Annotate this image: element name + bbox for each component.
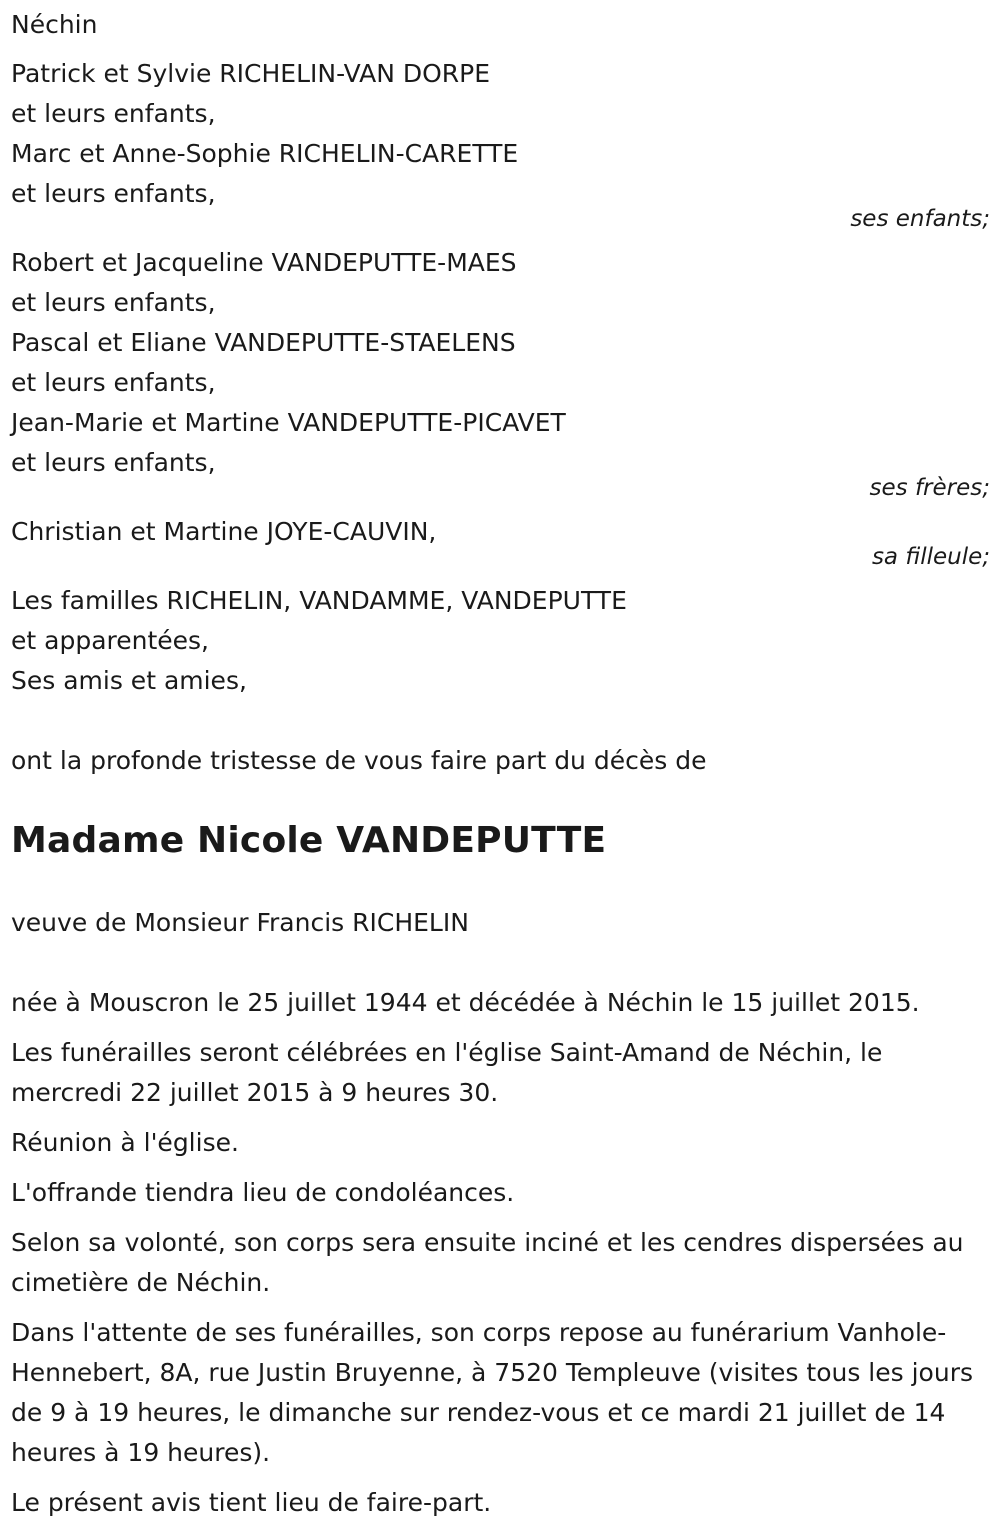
goddaughter-line: Christian et Martine JOYE-CAUVIN, — [11, 517, 437, 546]
families-line: Les familles RICHELIN, VANDAMME, VANDEPUTTE — [11, 586, 627, 615]
children-line: et leurs enfants, — [11, 99, 216, 128]
brothers-line: et leurs enfants, — [11, 368, 216, 397]
goddaughter-role: sa filleule; — [871, 544, 990, 570]
cremation-note: Selon sa volonté, son corps sera ensuite inciné et les cendres dispersées au cimetière de Néchin. — [11, 1228, 964, 1297]
brothers-block — [11, 243, 990, 501]
announcement-text: ont la profonde tristesse de vous faire part du décès de — [11, 746, 707, 775]
brothers-line: et leurs enfants, — [11, 288, 216, 317]
children-block — [11, 54, 990, 232]
brothers-line: Pascal et Eliane VANDEPUTTE-STAELENS — [11, 328, 516, 357]
deceased-name: Madame Nicole VANDEPUTTE — [11, 820, 607, 861]
offering-note: L'offrande tiendra lieu de condoléances. — [11, 1178, 515, 1207]
families-line: et apparentées, — [11, 626, 209, 655]
place-name: Néchin — [11, 10, 98, 39]
goddaughter-block — [11, 512, 990, 570]
brothers-line: Jean-Marie et Martine VANDEPUTTE-PICAVET — [11, 408, 566, 437]
families-line: Ses amis et amies, — [11, 666, 247, 695]
brothers-line: Robert et Jacqueline VANDEPUTTE-MAES — [11, 248, 517, 277]
children-role: ses enfants; — [850, 206, 990, 232]
funeral-details: Les funérailles seront célébrées en l'église Saint-Amand de Néchin, le mercredi 22 juillet 2015 à 9 heures 30. — [11, 1038, 883, 1107]
birth-death-text: née à Mouscron le 25 juillet 1944 et décédée à Néchin le 15 juillet 2015. — [11, 988, 920, 1017]
children-line: Patrick et Sylvie RICHELIN-VAN DORPE — [11, 59, 491, 88]
funerarium-details: Dans l'attente de ses funérailles, son corps repose au funérarium Vanhole-Hennebert, 8A, rue Justin Bruyenne, à 7520 Templeuve (visites tous les jours de 9 à 19 heures, le dimanche sur rendez-vous et ce mardi 21 juillet de 14 heures à 19 heures). — [11, 1318, 973, 1467]
meeting-place: Réunion à l'église. — [11, 1128, 239, 1157]
obituary-notice — [0, 5, 1000, 1529]
widow-of-text: veuve de Monsieur Francis RICHELIN — [11, 908, 469, 937]
children-line: et leurs enfants, — [11, 179, 216, 208]
brothers-role: ses frères; — [869, 475, 990, 501]
notice-statement: Le présent avis tient lieu de faire-part. — [11, 1488, 492, 1517]
brothers-line: et leurs enfants, — [11, 448, 216, 477]
families-block — [11, 581, 990, 701]
children-line: Marc et Anne-Sophie RICHELIN-CARETTE — [11, 139, 519, 168]
